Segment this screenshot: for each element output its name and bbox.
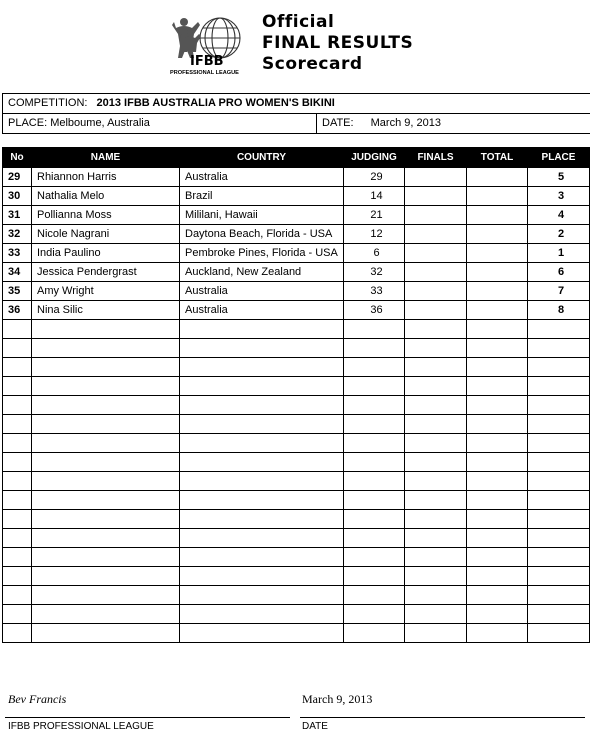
cell-country: Pembroke Pines, Florida - USA — [180, 244, 344, 263]
cell-place: 6 — [528, 263, 590, 282]
empty-cell — [180, 510, 344, 529]
empty-cell — [180, 453, 344, 472]
empty-cell — [180, 377, 344, 396]
table-row — [3, 244, 590, 263]
empty-cell — [32, 396, 180, 415]
empty-cell — [405, 396, 467, 415]
empty-cell — [467, 415, 528, 434]
cell-place: 8 — [528, 301, 590, 320]
empty-row — [3, 510, 590, 529]
empty-row — [3, 358, 590, 377]
empty-row — [3, 567, 590, 586]
place-label: PLACE: — [8, 117, 48, 129]
header-place: PLACE — [528, 148, 590, 168]
empty-cell — [405, 339, 467, 358]
empty-cell — [180, 434, 344, 453]
empty-cell — [344, 586, 405, 605]
cell-total — [467, 168, 528, 187]
signature-line — [5, 717, 290, 718]
cell-country: Australia — [180, 301, 344, 320]
cell-name: Nina Silic — [32, 301, 180, 320]
cell-country: Mililani, Hawaii — [180, 206, 344, 225]
cell-no: 31 — [3, 206, 32, 225]
results-table — [2, 147, 590, 643]
signature-caption: IFBB PROFESSIONAL LEAGUE — [8, 721, 154, 732]
table-row — [3, 301, 590, 320]
competition-info — [2, 93, 590, 134]
header-country: COUNTRY — [180, 148, 344, 168]
logo-subtext: PROFESSIONAL LEAGUE — [170, 70, 239, 76]
empty-cell — [180, 472, 344, 491]
empty-cell — [344, 491, 405, 510]
empty-cell — [32, 320, 180, 339]
competition-label: COMPETITION: — [8, 97, 88, 109]
empty-cell — [32, 377, 180, 396]
date-label: DATE: — [322, 117, 354, 129]
empty-cell — [180, 548, 344, 567]
empty-row — [3, 453, 590, 472]
cell-name: Pollianna Moss — [32, 206, 180, 225]
empty-cell — [3, 567, 32, 586]
empty-cell — [528, 510, 590, 529]
empty-cell — [344, 320, 405, 339]
cell-total — [467, 263, 528, 282]
empty-cell — [467, 472, 528, 491]
empty-cell — [3, 320, 32, 339]
empty-cell — [344, 472, 405, 491]
cell-country: Australia — [180, 282, 344, 301]
empty-cell — [344, 358, 405, 377]
empty-cell — [528, 358, 590, 377]
cell-name: Nathalia Melo — [32, 187, 180, 206]
empty-cell — [405, 320, 467, 339]
competition-row — [3, 94, 590, 113]
competition-value: 2013 IFBB AUSTRALIA PRO WOMEN'S BIKINI — [96, 97, 335, 109]
empty-row — [3, 396, 590, 415]
empty-cell — [180, 529, 344, 548]
empty-cell — [405, 548, 467, 567]
empty-cell — [3, 605, 32, 624]
cell-country: Brazil — [180, 187, 344, 206]
table-header — [3, 148, 590, 168]
empty-cell — [32, 358, 180, 377]
empty-cell — [344, 434, 405, 453]
table-row — [3, 168, 590, 187]
empty-row — [3, 472, 590, 491]
empty-cell — [32, 510, 180, 529]
cell-name: Amy Wright — [32, 282, 180, 301]
empty-row — [3, 377, 590, 396]
empty-cell — [32, 491, 180, 510]
cell-judging: 29 — [344, 168, 405, 187]
empty-cell — [467, 339, 528, 358]
empty-cell — [528, 472, 590, 491]
empty-cell — [467, 453, 528, 472]
empty-cell — [3, 453, 32, 472]
cell-judging: 32 — [344, 263, 405, 282]
cell-place: 1 — [528, 244, 590, 263]
empty-cell — [467, 358, 528, 377]
empty-row — [3, 339, 590, 358]
cell-total — [467, 206, 528, 225]
empty-cell — [3, 491, 32, 510]
empty-cell — [32, 415, 180, 434]
empty-cell — [3, 358, 32, 377]
empty-cell — [405, 377, 467, 396]
header-finals: FINALS — [405, 148, 467, 168]
empty-cell — [180, 567, 344, 586]
empty-cell — [180, 339, 344, 358]
cell-place: 5 — [528, 168, 590, 187]
empty-row — [3, 491, 590, 510]
logo-text: IFBB — [190, 54, 224, 69]
empty-cell — [3, 377, 32, 396]
cell-no: 32 — [3, 225, 32, 244]
cell-judging: 21 — [344, 206, 405, 225]
empty-cell — [467, 320, 528, 339]
empty-cell — [32, 567, 180, 586]
empty-cell — [467, 491, 528, 510]
empty-cell — [3, 396, 32, 415]
empty-cell — [344, 548, 405, 567]
empty-cell — [528, 548, 590, 567]
empty-cell — [32, 472, 180, 491]
empty-cell — [3, 415, 32, 434]
empty-row — [3, 415, 590, 434]
empty-cell — [32, 453, 180, 472]
table-row — [3, 187, 590, 206]
empty-cell — [467, 586, 528, 605]
cell-place: 4 — [528, 206, 590, 225]
ifbb-logo — [168, 14, 260, 76]
empty-cell — [528, 320, 590, 339]
empty-cell — [3, 510, 32, 529]
empty-cell — [405, 567, 467, 586]
empty-row — [3, 529, 590, 548]
empty-cell — [467, 605, 528, 624]
empty-cell — [405, 434, 467, 453]
empty-row — [3, 586, 590, 605]
empty-row — [3, 320, 590, 339]
empty-cell — [467, 396, 528, 415]
empty-cell — [405, 529, 467, 548]
empty-cell — [180, 358, 344, 377]
cell-judging: 12 — [344, 225, 405, 244]
empty-cell — [3, 624, 32, 643]
empty-cell — [467, 434, 528, 453]
cell-place: 2 — [528, 225, 590, 244]
empty-cell — [180, 586, 344, 605]
empty-cell — [344, 605, 405, 624]
empty-cell — [405, 624, 467, 643]
header-total: TOTAL — [467, 148, 528, 168]
empty-cell — [405, 358, 467, 377]
empty-cell — [528, 453, 590, 472]
empty-cell — [528, 624, 590, 643]
empty-cell — [467, 567, 528, 586]
empty-cell — [528, 339, 590, 358]
empty-cell — [32, 548, 180, 567]
cell-finals — [405, 225, 467, 244]
cell-country: Daytona Beach, Florida - USA — [180, 225, 344, 244]
empty-cell — [344, 510, 405, 529]
header-no: No — [3, 148, 32, 168]
cell-place: 7 — [528, 282, 590, 301]
cell-judging: 14 — [344, 187, 405, 206]
place-date-row — [3, 113, 590, 133]
cell-country: Australia — [180, 168, 344, 187]
title-line-1: Official — [262, 12, 335, 32]
empty-cell — [467, 548, 528, 567]
empty-cell — [32, 624, 180, 643]
empty-cell — [528, 434, 590, 453]
cell-name: Rhiannon Harris — [32, 168, 180, 187]
cell-judging: 33 — [344, 282, 405, 301]
empty-cell — [405, 453, 467, 472]
empty-cell — [3, 472, 32, 491]
empty-cell — [3, 548, 32, 567]
empty-cell — [528, 491, 590, 510]
cell-total — [467, 282, 528, 301]
empty-cell — [528, 586, 590, 605]
cell-finals — [405, 187, 467, 206]
empty-cell — [467, 510, 528, 529]
cell-judging: 6 — [344, 244, 405, 263]
empty-cell — [3, 529, 32, 548]
empty-cell — [528, 415, 590, 434]
signature-date: March 9, 2013 — [302, 692, 373, 706]
signature-name: Bev Francis — [8, 692, 67, 706]
empty-cell — [32, 529, 180, 548]
empty-row — [3, 624, 590, 643]
scorecard-title — [262, 12, 413, 75]
table-row — [3, 282, 590, 301]
cell-finals — [405, 244, 467, 263]
cell-total — [467, 244, 528, 263]
cell-finals — [405, 206, 467, 225]
cell-country: Auckland, New Zealand — [180, 263, 344, 282]
empty-cell — [3, 434, 32, 453]
empty-cell — [528, 567, 590, 586]
empty-cell — [344, 624, 405, 643]
date-value: March 9, 2013 — [370, 117, 441, 129]
empty-cell — [467, 377, 528, 396]
empty-cell — [3, 339, 32, 358]
empty-cell — [180, 491, 344, 510]
empty-cell — [344, 377, 405, 396]
cell-finals — [405, 263, 467, 282]
empty-cell — [405, 586, 467, 605]
empty-cell — [467, 624, 528, 643]
table-row — [3, 225, 590, 244]
empty-row — [3, 605, 590, 624]
empty-cell — [405, 472, 467, 491]
empty-cell — [344, 339, 405, 358]
empty-cell — [405, 415, 467, 434]
cell-no: 36 — [3, 301, 32, 320]
cell-finals — [405, 282, 467, 301]
cell-finals — [405, 168, 467, 187]
empty-cell — [180, 605, 344, 624]
cell-finals — [405, 301, 467, 320]
cell-no: 34 — [3, 263, 32, 282]
cell-no: 33 — [3, 244, 32, 263]
cell-total — [467, 187, 528, 206]
cell-total — [467, 301, 528, 320]
empty-cell — [405, 605, 467, 624]
empty-cell — [528, 605, 590, 624]
empty-cell — [467, 529, 528, 548]
cell-name: India Paulino — [32, 244, 180, 263]
date-caption: DATE — [302, 721, 328, 732]
cell-name: Jessica Pendergrast — [32, 263, 180, 282]
cell-no: 30 — [3, 187, 32, 206]
empty-cell — [32, 339, 180, 358]
place-value: Melboume, Australia — [50, 117, 150, 129]
title-line-2: FINAL RESULTS — [262, 33, 414, 53]
empty-cell — [32, 605, 180, 624]
empty-cell — [344, 453, 405, 472]
empty-cell — [344, 529, 405, 548]
table-row — [3, 206, 590, 225]
empty-cell — [344, 396, 405, 415]
cell-no: 35 — [3, 282, 32, 301]
empty-cell — [405, 510, 467, 529]
cell-place: 3 — [528, 187, 590, 206]
header-name: NAME — [32, 148, 180, 168]
empty-cell — [344, 415, 405, 434]
empty-row — [3, 434, 590, 453]
header-judging: JUDGING — [344, 148, 405, 168]
empty-cell — [3, 586, 32, 605]
cell-judging: 36 — [344, 301, 405, 320]
empty-cell — [344, 567, 405, 586]
cell-no: 29 — [3, 168, 32, 187]
empty-cell — [528, 377, 590, 396]
empty-cell — [528, 529, 590, 548]
cell-name: Nicole Nagrani — [32, 225, 180, 244]
empty-cell — [180, 396, 344, 415]
empty-row — [3, 548, 590, 567]
empty-cell — [32, 434, 180, 453]
empty-cell — [32, 586, 180, 605]
empty-cell — [180, 624, 344, 643]
empty-cell — [405, 491, 467, 510]
cell-total — [467, 225, 528, 244]
empty-cell — [180, 320, 344, 339]
title-line-3: Scorecard — [262, 54, 363, 74]
table-row — [3, 263, 590, 282]
empty-cell — [180, 415, 344, 434]
empty-cell — [528, 396, 590, 415]
date-line — [300, 717, 585, 718]
